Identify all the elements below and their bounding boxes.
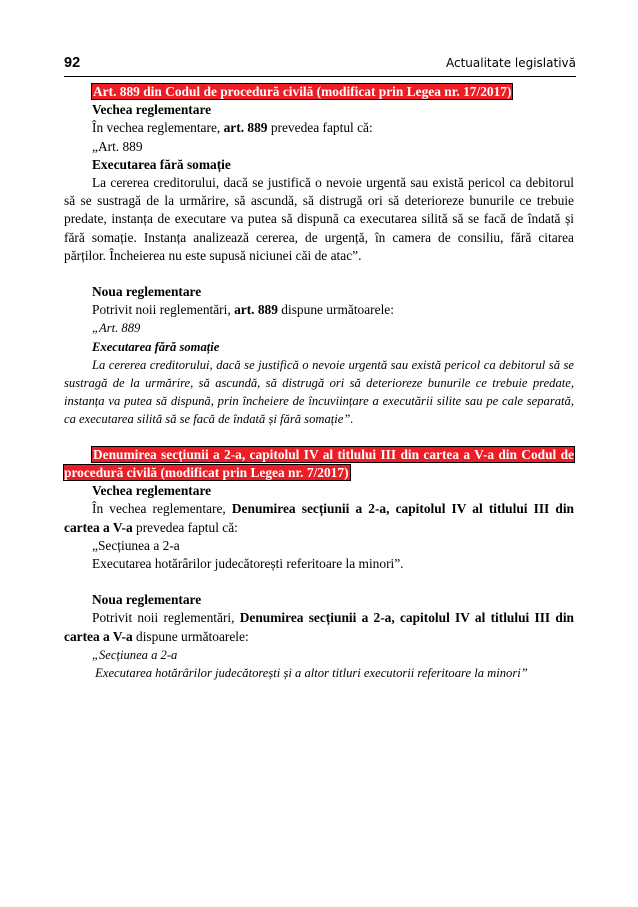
page-number: 92 bbox=[64, 55, 81, 71]
section1-heading-block bbox=[64, 83, 574, 101]
section2-new-intro-ref: Denumirea secțiunii a 2-a, capitolul IV al titlului III din cartea a V-a bbox=[64, 610, 574, 644]
spacer bbox=[64, 428, 574, 446]
section2-old-intro: În vechea reglementare, Denumirea secțiunii a 2-a, capitolul IV al titlului III din cartea a V-a prevedea faptul că: bbox=[64, 501, 574, 535]
section2-heading-block bbox=[64, 446, 574, 482]
spacer bbox=[64, 265, 574, 283]
section1-new-title: Noua reglementare bbox=[92, 284, 202, 300]
section2-new-intro: Potrivit noii reglementări, Denumirea secțiunii a 2-a, capitolul IV al titlului III din cartea a V-a dispune următoarele: bbox=[64, 610, 574, 644]
section2-new-quote-line1: „Secțiunea a 2-a bbox=[92, 647, 178, 662]
spacer bbox=[64, 573, 574, 591]
section2-old-quote-line2: Executarea hotărârilor judecătorești referitoare la minori”. bbox=[92, 556, 404, 572]
section2-old-quote-line1: „Secțiunea a 2-a bbox=[92, 537, 180, 553]
running-title: Actualitate legislativă bbox=[446, 56, 576, 70]
section1-new-quote-title: Executarea fără somație bbox=[92, 339, 220, 354]
section2-new-quote-line2: Executarea hotărârilor judecătorești și a altor titluri executorii referitoare la minori” bbox=[92, 666, 528, 681]
section1-new-intro: Potrivit noii reglementări, art. 889 dispune următoarele: bbox=[92, 302, 394, 318]
page-body bbox=[64, 83, 574, 682]
page-header bbox=[64, 55, 576, 75]
section2-new-title: Noua reglementare bbox=[92, 592, 202, 608]
section1-old-quote-title: Executarea fără somație bbox=[92, 156, 231, 172]
section1-old-intro: În vechea reglementare, art. 889 prevedea faptul că: bbox=[92, 120, 373, 136]
header-rule bbox=[64, 76, 576, 77]
section1-old-intro-ref: art. 889 bbox=[223, 120, 268, 136]
section1-old-quote-text: La cererea creditorului, dacă se justifică o nevoie urgentă sau există pericol ca debitorul să se sustragă de la urmărire, să ascundă, să distrugă ori să deterioreze bunurile ce trebuie predate, instanța de executare va putea să dispună ca executarea silită să se facă de îndată și fără somație. Instanța analizează cererea, de urgență, în camera de consiliu, fără citarea părților. Încheierea nu este supusă niciunei căi de atac”. bbox=[64, 175, 574, 263]
section2-old-intro-ref: Denumirea secțiunii a 2-a, capitolul IV al titlului III din cartea a V-a bbox=[64, 501, 574, 535]
section2-old-title: Vechea reglementare bbox=[92, 483, 212, 499]
section1-heading: Art. 889 din Codul de procedură civilă (modificat prin Legea nr. 17/2017) bbox=[93, 84, 512, 99]
section1-new-intro-ref: art. 889 bbox=[234, 302, 278, 318]
section1-old-title: Vechea reglementare bbox=[92, 102, 212, 118]
section1-new-quote-art: „Art. 889 bbox=[92, 321, 141, 336]
section1-new-quote-text: La cererea creditorului, dacă se justifică o nevoie urgentă sau există pericol ca debitorul să se sustragă de la urmărire, să ascundă, să distrugă ori să deterioreze bunurile ce trebuie predate, instanța va putea să dispună, prin încheiere de încuviințare a executării silite sau pe cale separată, ca executarea silită să se facă de îndată și fără somație”. bbox=[64, 357, 574, 426]
section2-heading: Denumirea secțiunii a 2-a, capitolul IV al titlului III din cartea a V-a din Codul de procedură civilă (modificat prin Legea nr. 7/2017) bbox=[64, 446, 574, 481]
section1-old-quote-art: „Art. 889 bbox=[92, 138, 143, 154]
